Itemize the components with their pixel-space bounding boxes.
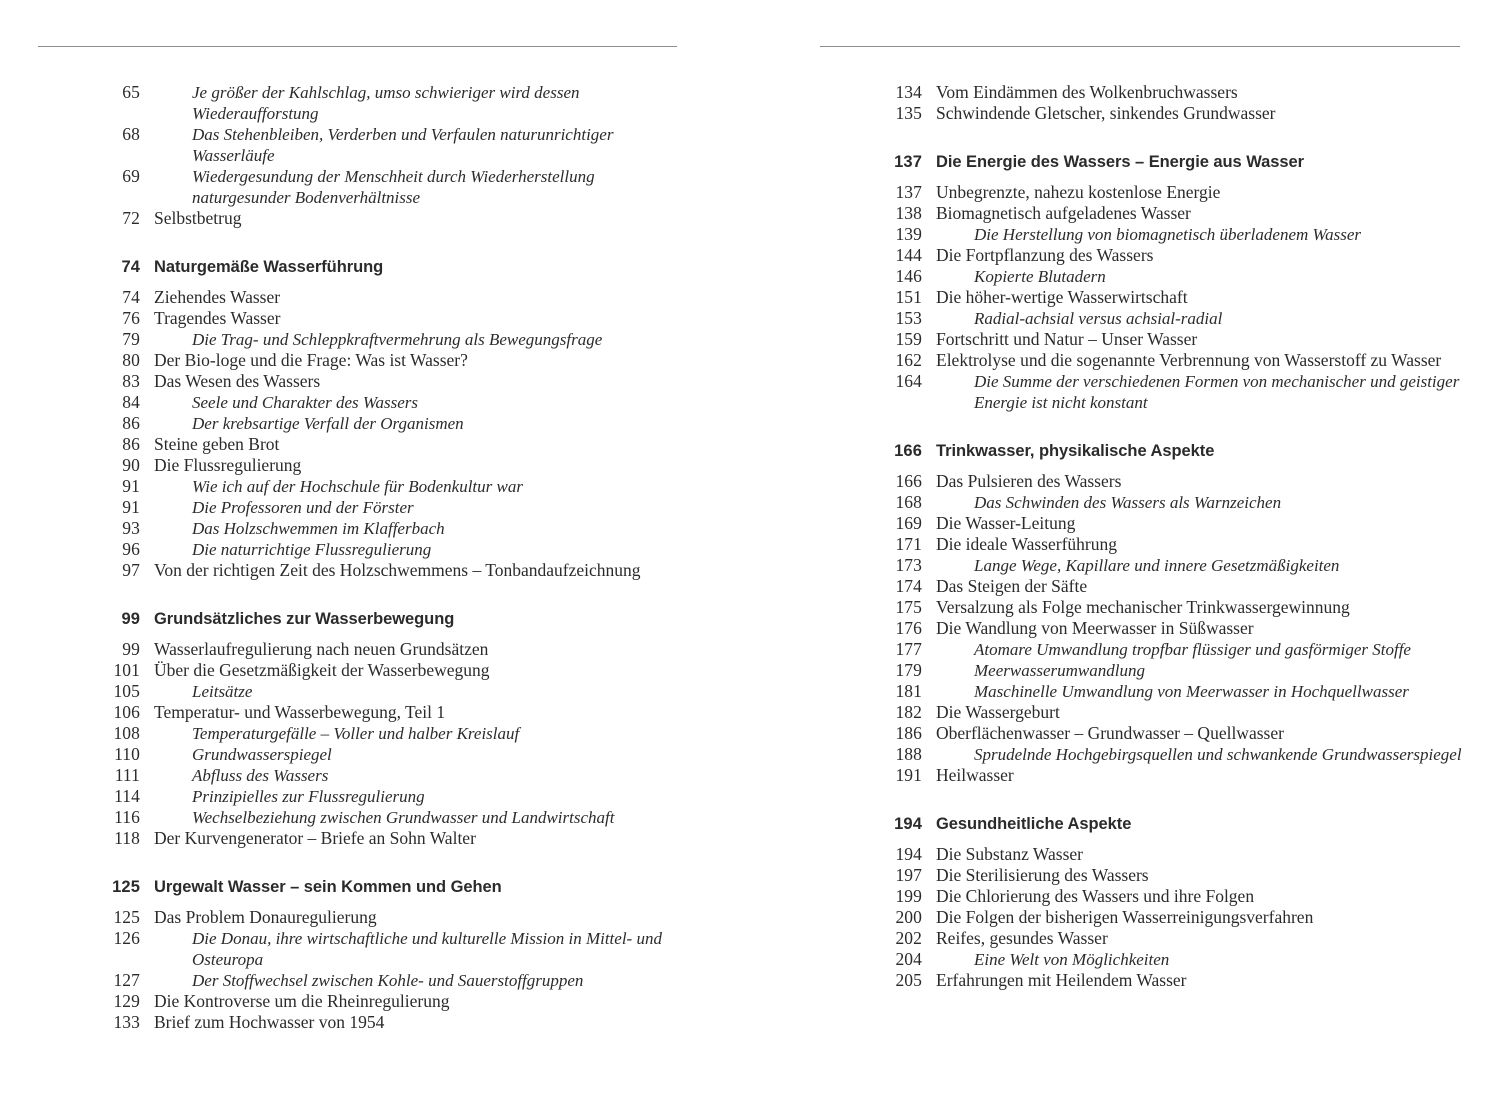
toc-entry[interactable] <box>58 639 688 660</box>
toc-entry[interactable] <box>840 182 1470 203</box>
toc-entry-page-number: 194 <box>895 844 922 864</box>
toc-entry-page-number: 97 <box>122 560 140 580</box>
toc-entry-title: Maschinelle Umwandlung von Meerwasser in Hochquellwasser <box>974 682 1409 701</box>
toc-entry-page-number: 176 <box>895 618 922 638</box>
toc-entry-page-number: 202 <box>895 928 922 948</box>
toc-entry-page-number: 177 <box>895 639 922 659</box>
toc-entry[interactable] <box>58 287 688 308</box>
toc-entry-title: Die Professoren und der Förster <box>192 498 414 517</box>
toc-entry-title: Wasserlaufregulierung nach neuen Grundsätzen <box>154 639 489 659</box>
toc-entry-title: Das Steigen der Säfte <box>936 576 1088 596</box>
toc-entry-title: Erfahrungen mit Heilendem Wasser <box>936 970 1187 990</box>
toc-entry[interactable] <box>840 744 1470 765</box>
toc-entry[interactable] <box>58 1012 688 1033</box>
toc-entry[interactable] <box>58 455 688 476</box>
toc-entry-page-number: 179 <box>895 660 922 680</box>
toc-entry[interactable] <box>58 329 688 350</box>
toc-entry-title: Die Trag- und Schleppkraftvermehrung als Bewegungsfrage <box>192 330 603 349</box>
toc-entry-page-number: 99 <box>122 639 140 659</box>
toc-entry-title: Schwindende Gletscher, sinkendes Grundwasser <box>936 103 1276 123</box>
toc-entry-title: Von der richtigen Zeit des Holzschwemmens – Tonbandaufzeichnung <box>154 560 641 580</box>
toc-entry[interactable] <box>840 103 1470 124</box>
toc-entry-title: Heilwasser <box>936 765 1014 785</box>
toc-section-title: Naturgemäße Wasserführung <box>154 258 384 276</box>
toc-entry-title: Die Fortpflanzung des Wassers <box>936 245 1154 265</box>
toc-entry-page-number: 91 <box>122 476 140 496</box>
toc-section-title: Grundsätzliches zur Wasserbewegung <box>154 610 455 628</box>
toc-entry-page-number: 205 <box>895 970 922 990</box>
toc-entry-title: Oberflächenwasser – Grundwasser – Quellwasser <box>936 723 1284 743</box>
toc-entry-title: Die Substanz Wasser <box>936 844 1083 864</box>
toc-entry[interactable] <box>58 660 688 681</box>
toc-section-heading[interactable] <box>840 151 1470 173</box>
toc-entry[interactable] <box>840 471 1470 492</box>
toc-entry-page-number: 83 <box>122 371 140 391</box>
toc-entry-title: Die Chlorierung des Wassers und ihre Folgen <box>936 886 1255 906</box>
toc-entry-title: Wiedergesundung der Menschheit durch Wiederherstellung naturgesunder Bodenverhältnisse <box>192 167 595 207</box>
toc-entry-page-number: 72 <box>122 208 140 228</box>
toc-entry-page-number: 159 <box>895 329 922 349</box>
toc-entry-title: Die Herstellung von biomagnetisch überladenem Wasser <box>974 225 1362 244</box>
toc-section-page-number: 166 <box>894 442 922 460</box>
toc-entry-title: Das Stehenbleiben, Verderben und Verfaulen naturunrichtiger Wasserläufe <box>192 125 614 165</box>
toc-entry[interactable] <box>58 413 688 434</box>
toc-entry[interactable] <box>840 513 1470 534</box>
toc-entry-page-number: 114 <box>114 786 140 806</box>
toc-entry-title: Elektrolyse und die sogenannte Verbrennung von Wasserstoff zu Wasser <box>936 350 1442 370</box>
toc-entry-title: Vom Eindämmen des Wolkenbruchwassers <box>936 82 1238 102</box>
toc-entry-page-number: 91 <box>122 497 140 517</box>
toc-entry-page-number: 125 <box>113 907 140 927</box>
toc-entry-title: Fortschritt und Natur – Unser Wasser <box>936 329 1198 349</box>
toc-entry[interactable] <box>58 539 688 560</box>
toc-entry[interactable] <box>840 618 1470 639</box>
toc-entry[interactable] <box>840 82 1470 103</box>
toc-entry-page-number: 169 <box>895 513 922 533</box>
toc-entry-page-number: 96 <box>122 539 140 559</box>
toc-entry-page-number: 68 <box>122 124 140 144</box>
toc-entry-title: Der Bio-loge und die Frage: Was ist Wasser? <box>154 350 468 370</box>
toc-entry-title: Temperatur- und Wasserbewegung, Teil 1 <box>154 702 446 722</box>
toc-section-heading[interactable] <box>58 256 688 278</box>
toc-entry-title: Reifes, gesundes Wasser <box>936 928 1108 948</box>
toc-entry[interactable] <box>840 907 1470 928</box>
toc-list-left <box>58 82 688 1033</box>
toc-entry-page-number: 101 <box>113 660 140 680</box>
toc-entry[interactable] <box>58 350 688 371</box>
toc-entry-title: Seele und Charakter des Wassers <box>192 393 419 412</box>
toc-entry-page-number: 106 <box>113 702 140 722</box>
toc-section-title: Die Energie des Wassers – Energie aus Wasser <box>936 153 1305 171</box>
toc-section-page-number: 125 <box>112 878 140 896</box>
toc-entry-title: Biomagnetisch aufgeladenes Wasser <box>936 203 1191 223</box>
toc-entry-page-number: 118 <box>114 828 140 848</box>
toc-entry-title: Tragendes Wasser <box>154 308 281 328</box>
toc-section-page-number: 99 <box>121 610 140 628</box>
toc-entry-title: Lange Wege, Kapillare und innere Gesetzmäßigkeiten <box>974 556 1340 575</box>
toc-entry-title: Brief zum Hochwasser von 1954 <box>154 1012 385 1032</box>
toc-entry[interactable] <box>58 434 688 455</box>
toc-entry-title: Steine geben Brot <box>154 434 280 454</box>
toc-entry-title: Prinzipielles zur Flussregulierung <box>192 787 425 806</box>
toc-entry-title: Die naturrichtige Flussregulierung <box>192 540 432 559</box>
toc-section-heading[interactable] <box>840 813 1470 835</box>
toc-entry-page-number: 144 <box>895 245 922 265</box>
toc-entry-page-number: 108 <box>113 723 140 743</box>
toc-entry[interactable] <box>58 702 688 723</box>
toc-section-page-number: 194 <box>894 815 922 833</box>
toc-entry[interactable] <box>58 497 688 518</box>
toc-entry[interactable] <box>840 886 1470 907</box>
toc-entry[interactable] <box>840 928 1470 949</box>
toc-entry[interactable] <box>58 828 688 849</box>
toc-entry-page-number: 171 <box>895 534 922 554</box>
toc-entry-page-number: 90 <box>122 455 140 475</box>
toc-entry[interactable] <box>58 765 688 786</box>
toc-entry[interactable] <box>840 350 1470 371</box>
toc-entry-page-number: 162 <box>895 350 922 370</box>
toc-entry-page-number: 137 <box>895 182 922 202</box>
toc-entry[interactable] <box>840 555 1470 576</box>
toc-entry-title: Die Wasser-Leitung <box>936 513 1076 533</box>
toc-entry-page-number: 153 <box>895 308 922 328</box>
toc-list-right <box>840 82 1470 991</box>
toc-entry-page-number: 84 <box>122 392 140 412</box>
toc-entry[interactable] <box>840 308 1470 329</box>
toc-entry-title: Unbegrenzte, nahezu kostenlose Energie <box>936 182 1221 202</box>
toc-entry-title: Das Problem Donauregulierung <box>154 907 377 927</box>
toc-entry-page-number: 166 <box>895 471 922 491</box>
toc-entry[interactable] <box>840 949 1470 970</box>
toc-entry-title: Die Summe der verschiedenen Formen von mechanischer und geistiger Energie ist nicht konstant <box>974 372 1460 412</box>
toc-section-title: Gesundheitliche Aspekte <box>936 815 1132 833</box>
toc-entry[interactable] <box>840 203 1470 224</box>
toc-entry[interactable] <box>840 245 1470 266</box>
toc-entry-title: Eine Welt von Möglichkeiten <box>974 950 1170 969</box>
toc-entry-title: Wie ich auf der Hochschule für Bodenkultur war <box>192 477 523 496</box>
toc-section-heading[interactable] <box>840 440 1470 462</box>
toc-entry[interactable] <box>840 329 1470 350</box>
toc-entry-page-number: 173 <box>895 555 922 575</box>
toc-entry-page-number: 146 <box>895 266 922 286</box>
toc-entry-page-number: 133 <box>113 1012 140 1032</box>
toc-entry-title: Die höher-wertige Wasserwirtschaft <box>936 287 1188 307</box>
toc-entry-title: Die Sterilisierung des Wassers <box>936 865 1149 885</box>
toc-entry-title: Die Flussregulierung <box>154 455 302 475</box>
toc-section-page-number: 74 <box>121 258 140 276</box>
toc-entry-title: Der Stoffwechsel zwischen Kohle- und Sauerstoffgruppen <box>192 971 584 990</box>
toc-entry[interactable] <box>58 518 688 539</box>
toc-entry-page-number: 69 <box>122 166 140 186</box>
toc-entry-title: Meerwasserumwandlung <box>974 661 1145 680</box>
toc-entry-page-number: 151 <box>895 287 922 307</box>
toc-entry-page-number: 182 <box>895 702 922 722</box>
toc-entry[interactable] <box>58 786 688 807</box>
toc-entry[interactable] <box>58 907 688 928</box>
toc-entry[interactable] <box>840 970 1470 991</box>
toc-entry[interactable] <box>58 392 688 413</box>
toc-entry[interactable] <box>840 702 1470 723</box>
toc-entry-title: Abfluss des Wassers <box>192 766 329 785</box>
toc-entry-page-number: 200 <box>895 907 922 927</box>
toc-entry-title: Die Wandlung von Meerwasser in Süßwasser <box>936 618 1254 638</box>
toc-entry-title: Grundwasserspiegel <box>192 745 332 764</box>
toc-entry-title: Das Pulsieren des Wassers <box>936 471 1122 491</box>
toc-entry[interactable] <box>58 308 688 329</box>
page-header-rule-right <box>820 46 1460 47</box>
toc-entry-page-number: 204 <box>895 949 922 969</box>
toc-entry-page-number: 74 <box>122 287 140 307</box>
toc-entry[interactable] <box>58 371 688 392</box>
toc-entry[interactable] <box>840 266 1470 287</box>
toc-entry-page-number: 79 <box>122 329 140 349</box>
toc-entry-page-number: 65 <box>122 82 140 102</box>
toc-entry-title: Je größer der Kahlschlag, umso schwieriger wird dessen Wiederaufforstung <box>192 83 580 123</box>
toc-entry-page-number: 174 <box>895 576 922 596</box>
toc-section-heading[interactable] <box>58 608 688 630</box>
page-right <box>750 0 1500 1113</box>
toc-entry-page-number: 197 <box>895 865 922 885</box>
toc-entry[interactable] <box>840 865 1470 886</box>
toc-entry-title: Radial-achsial versus achsial-radial <box>974 309 1223 328</box>
toc-entry[interactable] <box>840 492 1470 513</box>
toc-entry-title: Leitsätze <box>192 682 253 701</box>
toc-entry[interactable] <box>58 166 688 208</box>
toc-entry[interactable] <box>58 991 688 1012</box>
toc-entry-title: Atomare Umwandlung tropfbar flüssiger und gasförmiger Stoffe <box>974 640 1411 659</box>
toc-entry[interactable] <box>58 208 688 229</box>
toc-entry[interactable] <box>840 660 1470 681</box>
toc-entry-page-number: 168 <box>895 492 922 512</box>
toc-entry[interactable] <box>58 744 688 765</box>
toc-entry-page-number: 93 <box>122 518 140 538</box>
toc-entry-title: Temperaturgefälle – Voller und halber Kreislauf <box>192 724 520 743</box>
toc-entry[interactable] <box>58 928 688 970</box>
toc-entry-page-number: 181 <box>895 681 922 701</box>
toc-entry[interactable] <box>840 224 1470 245</box>
toc-section-heading[interactable] <box>58 876 688 898</box>
toc-entry[interactable] <box>840 287 1470 308</box>
toc-entry-page-number: 191 <box>895 765 922 785</box>
toc-entry-title: Die ideale Wasserführung <box>936 534 1117 554</box>
toc-entry-title: Die Kontroverse um die Rheinregulierung <box>154 991 450 1011</box>
toc-entry-title: Ziehendes Wasser <box>154 287 281 307</box>
toc-entry-title: Das Wesen des Wassers <box>154 371 321 391</box>
toc-entry-title: Versalzung als Folge mechanischer Trinkwassergewinnung <box>936 597 1350 617</box>
toc-entry-page-number: 186 <box>895 723 922 743</box>
toc-entry[interactable] <box>840 723 1470 744</box>
toc-entry-page-number: 86 <box>122 413 140 433</box>
toc-section-title: Trinkwasser, physikalische Aspekte <box>936 442 1215 460</box>
toc-entry-page-number: 111 <box>114 765 140 785</box>
toc-entry-page-number: 139 <box>895 224 922 244</box>
toc-entry-page-number: 80 <box>122 350 140 370</box>
toc-entry[interactable] <box>840 534 1470 555</box>
toc-entry-page-number: 127 <box>113 970 140 990</box>
toc-entry-title: Der Kurvengenerator – Briefe an Sohn Walter <box>154 828 476 848</box>
page-header-rule-left <box>38 46 677 47</box>
toc-entry[interactable] <box>58 124 688 166</box>
toc-entry-page-number: 175 <box>895 597 922 617</box>
toc-entry-page-number: 199 <box>895 886 922 906</box>
toc-entry-page-number: 110 <box>114 744 140 764</box>
toc-entry[interactable] <box>840 765 1470 786</box>
toc-section-title: Urgewalt Wasser – sein Kommen und Gehen <box>154 878 502 896</box>
toc-entry[interactable] <box>58 723 688 744</box>
toc-entry[interactable] <box>840 597 1470 618</box>
toc-entry-page-number: 138 <box>895 203 922 223</box>
toc-entry[interactable] <box>58 681 688 702</box>
toc-entry-title: Die Donau, ihre wirtschaftliche und kulturelle Mission in Mittel- und Osteuropa <box>192 929 662 969</box>
toc-section-page-number: 137 <box>894 153 922 171</box>
toc-entry-page-number: 76 <box>122 308 140 328</box>
toc-entry-page-number: 129 <box>113 991 140 1011</box>
toc-entry[interactable] <box>58 82 688 124</box>
toc-entry-title: Wechselbeziehung zwischen Grundwasser und Landwirtschaft <box>192 808 615 827</box>
toc-entry-page-number: 135 <box>895 103 922 123</box>
toc-entry[interactable] <box>58 970 688 991</box>
toc-entry[interactable] <box>840 371 1470 413</box>
toc-entry-title: Kopierte Blutadern <box>974 267 1106 286</box>
toc-entry-title: Über die Gesetzmäßigkeit der Wasserbewegung <box>154 660 490 680</box>
toc-entry-title: Der krebsartige Verfall der Organismen <box>192 414 464 433</box>
toc-entry-title: Die Wassergeburt <box>936 702 1060 722</box>
toc-entry-title: Selbstbetrug <box>154 208 242 228</box>
toc-entry-page-number: 134 <box>895 82 922 102</box>
toc-entry-page-number: 126 <box>113 928 140 948</box>
toc-entry[interactable] <box>58 560 688 581</box>
toc-entry-title: Die Folgen der bisherigen Wasserreinigungsverfahren <box>936 907 1314 927</box>
toc-entry-title: Sprudelnde Hochgebirgsquellen und schwankende Grundwasserspiegel <box>974 745 1462 764</box>
toc-entry-page-number: 86 <box>122 434 140 454</box>
toc-entry-page-number: 164 <box>895 371 922 391</box>
toc-entry[interactable] <box>840 639 1470 660</box>
toc-entry[interactable] <box>840 576 1470 597</box>
toc-entry-page-number: 116 <box>114 807 140 827</box>
toc-entry[interactable] <box>58 476 688 497</box>
toc-entry-title: Das Holzschwemmen im Klafferbach <box>192 519 445 538</box>
toc-entry-page-number: 105 <box>113 681 140 701</box>
toc-entry-title: Das Schwinden des Wassers als Warnzeichen <box>974 493 1282 512</box>
toc-entry[interactable] <box>840 681 1470 702</box>
toc-entry[interactable] <box>58 807 688 828</box>
toc-entry[interactable] <box>840 844 1470 865</box>
toc-entry-page-number: 188 <box>895 744 922 764</box>
